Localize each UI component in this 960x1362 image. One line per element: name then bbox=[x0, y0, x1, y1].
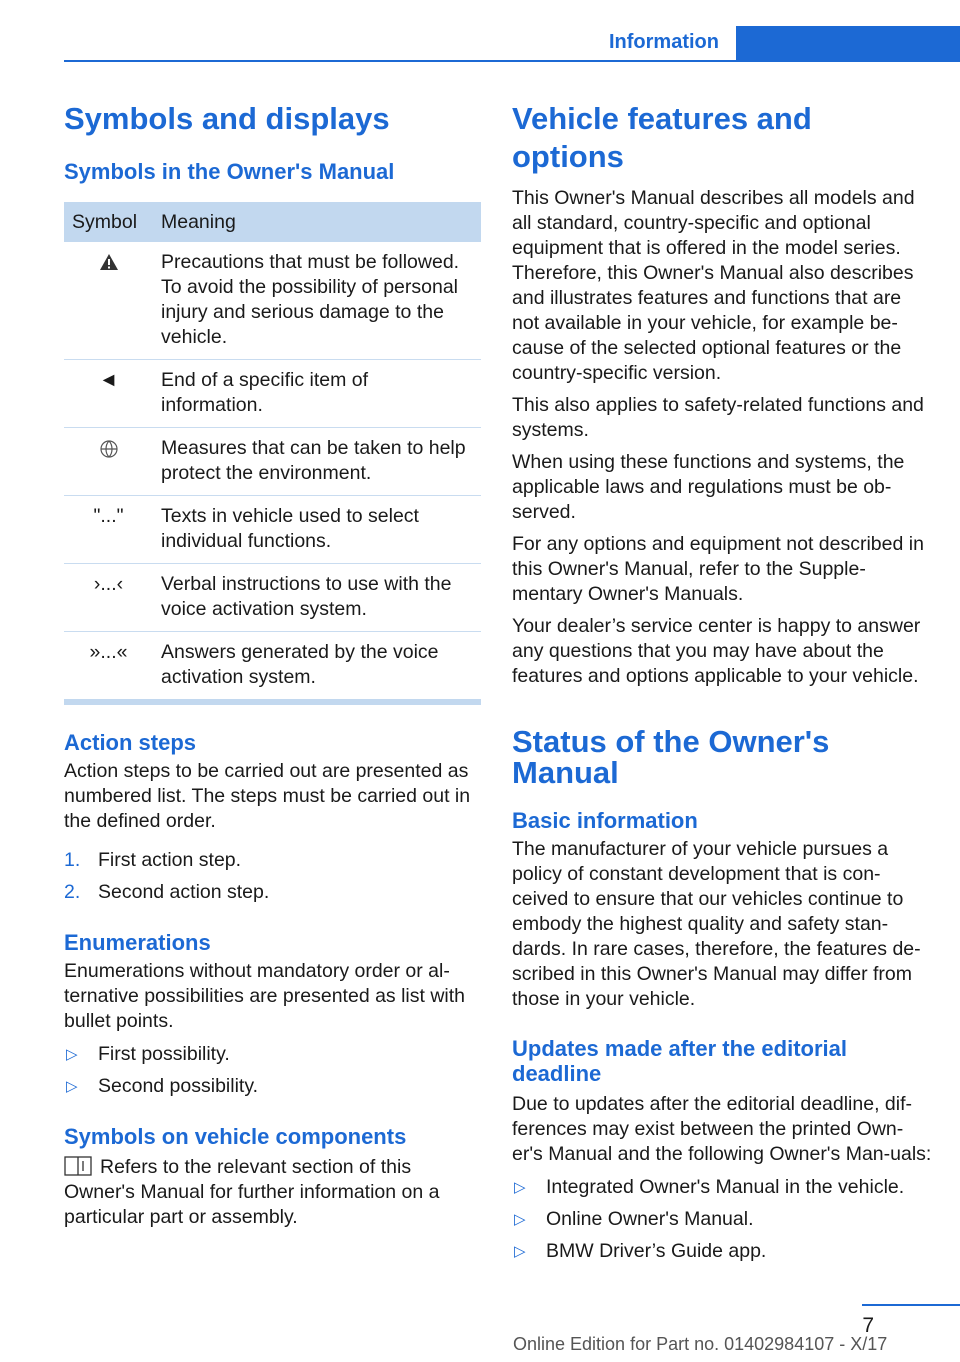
heading-updates: Updates made after the editorial deadline bbox=[512, 1036, 847, 1086]
heading-enumerations: Enumerations bbox=[64, 930, 211, 955]
table-row bbox=[64, 496, 481, 564]
edition-footer: Online Edition for Part no. 01402984107 - X/17 bbox=[513, 1334, 888, 1354]
page-title-symbols: Symbols and displays bbox=[64, 101, 390, 136]
list-item bbox=[512, 1239, 932, 1264]
heading-components: Symbols on vehicle components bbox=[64, 1124, 407, 1149]
book-icon bbox=[64, 1156, 92, 1176]
enumerations-text: Enumerations without mandatory order or al‐ternative possibilities are presented as list with bullet points. bbox=[64, 960, 466, 1032]
table-row bbox=[64, 242, 481, 360]
list-item-text: First possibility. bbox=[98, 1043, 230, 1065]
meaning-cell: Precautions that must be followed. To avoid the possibility of personal injury and serious damage to the vehicle. bbox=[153, 242, 481, 360]
table-row bbox=[64, 564, 481, 632]
basic-information-text: The manufacturer of your vehicle pursues a policy of constant development that is con‐ceived to ensure that our vehicles continue to embody the highest quality and safety stan‐dards. In rare cases, therefore, the features de‐scribed in this Owner's Manual may differ from those in your vehicle. bbox=[512, 838, 921, 1010]
features-paragraph: When using these functions and systems, the applicable laws and regulations must be ob‐served. bbox=[512, 451, 905, 523]
components-text bbox=[64, 1155, 481, 1230]
right-column bbox=[512, 100, 932, 1264]
header-rule bbox=[64, 60, 960, 62]
symbol-cell bbox=[64, 428, 153, 496]
table-row bbox=[64, 632, 481, 703]
page-title-features: Vehicle features and options bbox=[512, 101, 812, 174]
table-row bbox=[64, 428, 481, 496]
list-item bbox=[64, 1042, 481, 1067]
table-header-row bbox=[64, 202, 481, 242]
bullet-triangle-icon: ▷ bbox=[66, 1046, 78, 1063]
bullet-triangle-icon: ▷ bbox=[514, 1243, 526, 1260]
heading-symbols-manual: Symbols in the Owner's Manual bbox=[64, 159, 395, 184]
meaning-cell: Answers generated by the voice activation system. bbox=[153, 632, 481, 703]
updates-list bbox=[512, 1175, 932, 1264]
symbols-table bbox=[64, 202, 481, 705]
list-item-text: Second possibility. bbox=[98, 1075, 259, 1097]
bullet-triangle-icon: ▷ bbox=[514, 1211, 526, 1228]
single-guillemet-symbol: ›...‹ bbox=[64, 564, 153, 632]
bullet-triangle-icon: ▷ bbox=[514, 1179, 526, 1196]
warning-triangle-icon bbox=[99, 253, 119, 271]
end-mark-symbol: ◄ bbox=[64, 360, 153, 428]
list-item-text: BMW Driver’s Guide app. bbox=[546, 1240, 767, 1262]
meaning-cell: Verbal instructions to use with the voice activation system. bbox=[153, 564, 481, 632]
bullet-triangle-icon: ▷ bbox=[66, 1078, 78, 1095]
components-text-body: Refers to the relevant section of this Owner's Manual for further information on a particular part or assembly. bbox=[64, 1156, 440, 1228]
left-column bbox=[64, 100, 481, 1230]
action-steps-list bbox=[64, 848, 481, 905]
list-number: 2. bbox=[64, 881, 81, 903]
action-steps-text: Action steps to be carried out are presented as numbered list. The steps must be carried out in the defined order. bbox=[64, 760, 471, 832]
features-paragraph: Your dealer’s service center is happy to answer any questions that you may have about the features and options applicable to your vehicle. bbox=[512, 615, 921, 687]
double-guillemet-symbol: »...« bbox=[64, 632, 153, 703]
environment-icon bbox=[98, 438, 120, 460]
list-item bbox=[512, 1207, 932, 1232]
features-paragraph: For any options and equipment not described in this Owner's Manual, refer to the Supple‐mentary Owner's Manuals. bbox=[512, 533, 924, 605]
meaning-cell: Measures that can be taken to help protect the environment. bbox=[153, 428, 481, 496]
list-item-text: Integrated Owner's Manual in the vehicle. bbox=[546, 1176, 905, 1198]
list-item bbox=[64, 880, 481, 905]
page-number: 7 bbox=[862, 1314, 874, 1337]
table-row bbox=[64, 360, 481, 428]
updates-text: Due to updates after the editorial deadline, dif‐ferences may exist between the printed Own‐er's Manual and the following Owner's Man‐uals: bbox=[512, 1093, 932, 1165]
list-item-text: Online Owner's Manual. bbox=[546, 1208, 754, 1230]
features-paragraph: This Owner's Manual describes all models and all standard, country-specific and optional equipment that is offered in the model series. Therefore, this Owner's Manual also describes and illustrates features and functions that are not available in your vehicle, for example be‐cause of the selected optional features or the country-specific version. bbox=[512, 187, 915, 384]
list-item bbox=[64, 848, 481, 873]
enumerations-list bbox=[64, 1042, 481, 1099]
list-number: 1. bbox=[64, 849, 81, 871]
header-bar bbox=[736, 26, 960, 62]
symbol-cell bbox=[64, 242, 153, 360]
section-label: Information bbox=[609, 31, 719, 53]
list-item bbox=[64, 1074, 481, 1099]
features-paragraph: This also applies to safety-related functions and systems. bbox=[512, 394, 924, 441]
heading-basic-information: Basic information bbox=[512, 808, 698, 833]
col-header-meaning: Meaning bbox=[153, 202, 481, 242]
meaning-cell: Texts in vehicle used to select individual functions. bbox=[153, 496, 481, 564]
list-item-text: Second action step. bbox=[98, 881, 270, 903]
footer-rule bbox=[862, 1304, 960, 1306]
list-item bbox=[512, 1175, 932, 1200]
meaning-cell: End of a specific item of information. bbox=[153, 360, 481, 428]
quote-symbol: "..." bbox=[64, 496, 153, 564]
col-header-symbol: Symbol bbox=[64, 202, 153, 242]
list-item-text: First action step. bbox=[98, 849, 242, 871]
heading-action-steps: Action steps bbox=[64, 730, 197, 755]
page-title-status: Status of the Owner's Manual bbox=[512, 724, 830, 790]
